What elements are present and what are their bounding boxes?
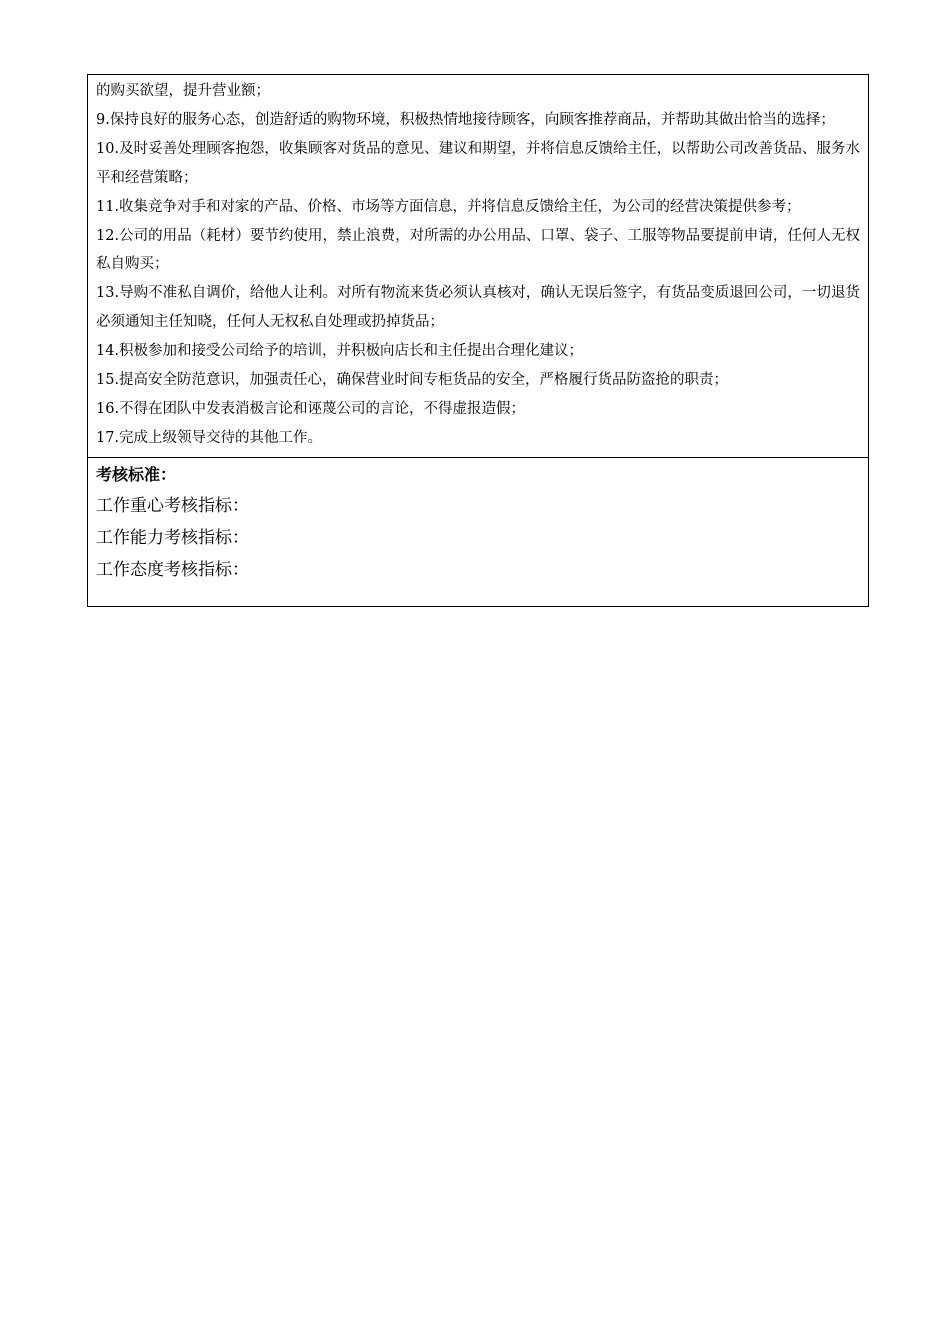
duty-item: 的购买欲望，提升营业额；: [96, 83, 270, 99]
duty-item: 14.积极参加和接受公司给予的培训，并积极向店长和主任提出合理化建议；: [96, 343, 584, 360]
duty-item: 10.及时妥善处理顾客抱怨，收集顾客对货品的意见、建议和期望，并将信息反馈给主任，以帮助公司改善货品、服务水平和经营策略；: [96, 140, 860, 186]
assessment-criteria-cell: [88, 458, 868, 606]
duty-item: 17.完成上级领导交待的其他工作。: [96, 429, 323, 446]
duty-item: 11.收集竞争对手和对家的产品、价格、市场等方面信息，并将信息反馈给主任，为公司的经营决策提供参考；: [96, 198, 801, 215]
criteria-title: 考核标准：: [96, 464, 177, 484]
duty-item: 15.提高安全防范意识，加强责任心，确保营业时间专柜货品的安全，严格履行货品防盗抢的职责；: [96, 372, 729, 389]
duty-item: 13.导购不准私自调价，给他人让利。对所有物流来货必须认真核对，确认无误后签字，有货品变质退回公司，一切退货必须通知主任知晓，任何人无权私自处理或扔掉货品；: [96, 285, 860, 331]
duties-cell: [88, 75, 868, 458]
duty-item: 16.不得在团队中发表消极言论和诬蔑公司的言论，不得虚报造假；: [96, 400, 526, 417]
duty-item: 12.公司的用品（耗材）要节约使用，禁止浪费，对所需的办公用品、口罩、袋子、工服等物品要提前申请，任何人无权私自购买；: [96, 227, 860, 273]
job-description-table: [87, 74, 869, 607]
criteria-item-focus: 工作重心考核指标：: [96, 495, 249, 516]
criteria-item-attitude: 工作态度考核指标：: [96, 559, 249, 580]
criteria-item-ability: 工作能力考核指标：: [96, 527, 249, 548]
duty-item: 9.保持良好的服务心态，创造舒适的购物环境，积极热情地接待顾客，向顾客推荐商品，并帮助其做出恰当的选择；: [96, 111, 835, 128]
